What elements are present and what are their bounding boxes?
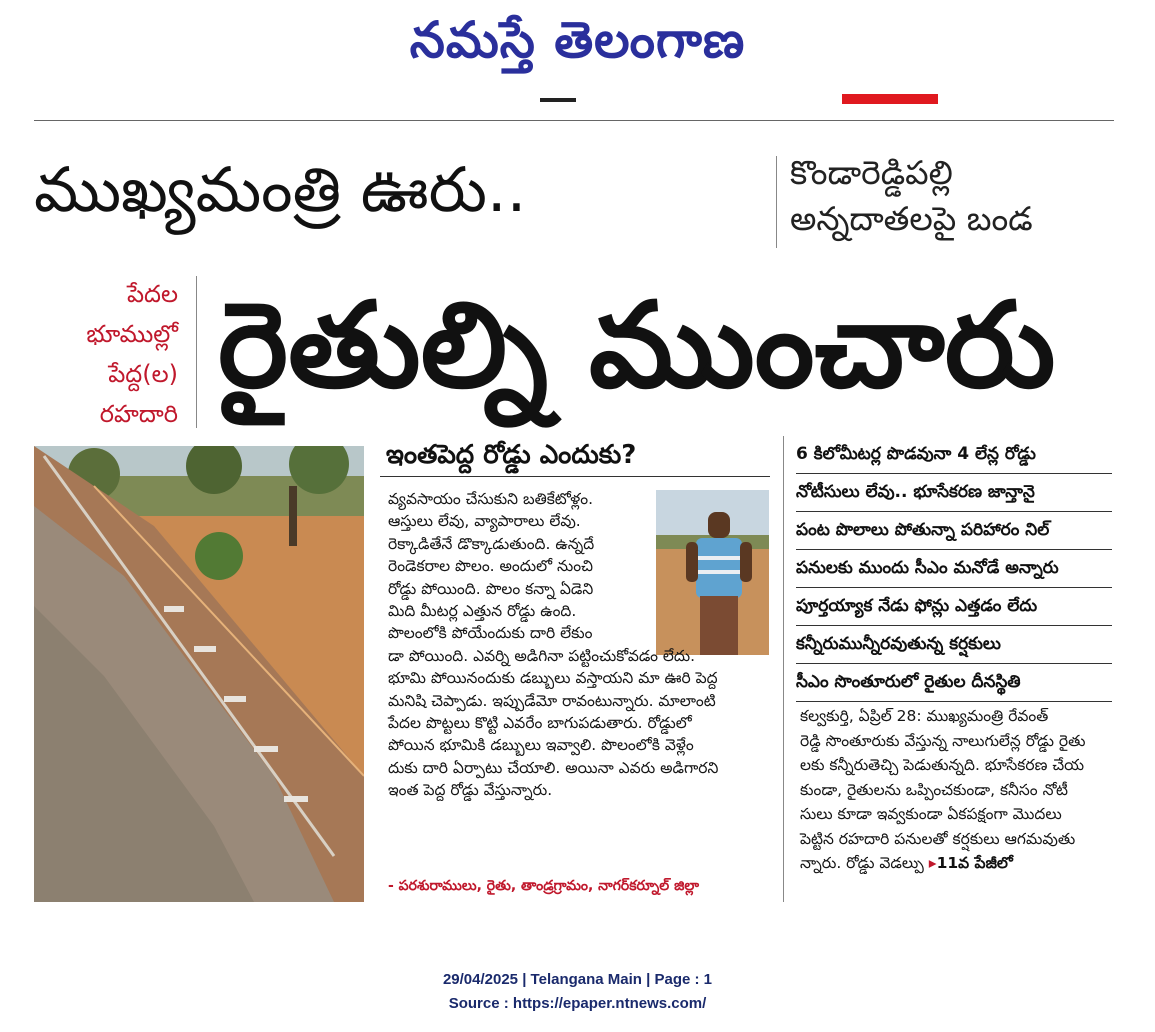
sub-deck-line-2: అన్నదాతలపై బండ — [790, 199, 1033, 238]
highlight-item: సీఎం సొంతూరులో రైతుల దీనస్థితి — [796, 664, 1112, 702]
quote-line: పోయిన భూమికి డబ్బులు ఇవ్వాలి. పొలంలోకి వెళ్లేం — [388, 736, 694, 755]
quote-line: మిది మీటర్ల ఎత్తున రోడ్డు ఉంది. — [388, 602, 577, 621]
quote-box-title: ఇంతపెద్ద రోడ్డు ఎందుకు? — [386, 440, 637, 470]
body-line: కుండా, రైతులను ఒప్పించకుండా, కనీసం నోటీ — [800, 780, 1068, 799]
quote-attribution: - పరశురాములు, రైతు, తాండ్రగ్రామం, నాగర్‌కర్నూల్ జిల్లా — [388, 878, 699, 894]
body-line: రెడ్డి సొంతూరుకు వేస్తున్న నాలుగులేన్ల రోడ్డు రైతు — [800, 731, 1086, 750]
column-divider — [783, 436, 784, 902]
article-body — [800, 704, 1118, 876]
main-headline: రైతుల్ని ముంచారు — [218, 276, 1056, 414]
road-embankment-photo — [34, 446, 364, 902]
sub-deck-line-1: కొండారెడ్డిపల్లి — [790, 153, 953, 192]
quote-line: రెక్కాడితేనే డొక్కాడుతుంది. ఉన్నదే — [388, 534, 595, 553]
quote-line: ఆస్తులు లేవు, వ్యాపారాలు లేవు. — [388, 512, 581, 531]
quote-line: డా పోయింది. ఎవర్ని అడిగినా పట్టించుకోవడం లేదు. — [388, 646, 696, 665]
quote-line: దుకు దారి ఏర్పాటు చేయాలి. అయినా ఎవరు అడిగారని — [388, 758, 719, 777]
body-line: న్నారు. రోడ్డు వెడల్పు — [800, 854, 924, 872]
quote-line: పేదల పొట్టలు కొట్టి ఎవరేం బాగుపడుతారు. రోడ్డులో — [388, 714, 692, 733]
body-line: కల్వకుర్తి, ఏప్రిల్ 28: ముఖ్యమంత్రి రేవంత్ — [800, 707, 1049, 725]
side-kicker-line: భూముల్లో — [86, 320, 178, 348]
side-kicker-divider — [196, 276, 197, 428]
body-line: పెట్టిన రహదారి పనులతో కర్షకులు ఆగమవుతు — [800, 829, 1076, 848]
quote-box-text — [388, 488, 768, 802]
highlight-item: పనులకు ముందు సీఎం మనోడే అన్నారు — [796, 550, 1112, 588]
kicker-divider — [776, 156, 777, 248]
quote-line: ఇంత పెద్ద రోడ్డు వేస్తున్నారు. — [388, 781, 553, 800]
header-strip — [540, 98, 576, 102]
side-kicker-line: రహదారి — [99, 400, 178, 428]
footer-source[interactable]: Source : https://epaper.ntnews.com/ — [448, 995, 707, 1012]
quote-line: రోడ్డు పోయింది. పొలం కన్నా ఏడెని — [388, 579, 594, 598]
kicker-headline: ముఖ్యమంత్రి ఊరు.. — [34, 153, 527, 226]
highlight-item: పంట పొలాలు పోతున్నా పరిహారం నిల్ — [796, 512, 1112, 550]
quote-line: వ్యవసాయం చేసుకుని బతికేటోళ్లం. — [388, 490, 594, 508]
body-line: సులు కూడా ఇవ్వకుండా ఏకపక్షంగా మొదలు — [800, 805, 1062, 823]
quote-line: పొలంలోకి పోయేందుకు దారి లేకుం — [388, 624, 593, 643]
body-line: లకు కన్నీరుతెచ్చి పెడుతున్నది. భూసేకరణ చేయ — [800, 756, 1085, 774]
quote-line: మనిషి చెప్పాడు. ఇప్పుడేమో రావంటున్నారు. మాలాంటి — [388, 691, 716, 710]
side-kicker-line: పేద్ద(ల) — [108, 360, 178, 388]
side-kicker — [40, 274, 178, 434]
sub-deck — [790, 150, 1120, 242]
footer-date-edition: 29/04/2025 | Telangana Main | Page : 1 — [442, 971, 713, 988]
jump-arrow-icon: ▸ — [928, 854, 937, 872]
page-footer — [0, 968, 1155, 1016]
newspaper-masthead: నమస్తే తెలంగాణ — [409, 10, 746, 69]
quote-box-rule — [380, 476, 770, 477]
body-line-last — [800, 851, 1118, 876]
header-red-bar — [842, 94, 938, 104]
highlight-item: పూర్తయ్యాక నేడు ఫోన్లు ఎత్తడం లేదు — [796, 588, 1112, 626]
highlight-item: నోటీసులు లేవు.. భూసేకరణ జాన్తానై — [796, 474, 1112, 512]
quote-line: రెండెకరాల పొలం. అందులో నుంచి — [388, 557, 593, 576]
highlight-item: కన్నీరుమున్నీరవుతున్న కర్షకులు — [796, 626, 1112, 664]
highlight-item: 6 కిలోమీటర్ల పొడవునా 4 లేన్ల రోడ్డు — [796, 436, 1112, 474]
highlights-list — [796, 436, 1112, 702]
side-kicker-line: పేదల — [126, 280, 178, 308]
continued-page-link[interactable]: 11వ పేజీలో — [936, 854, 1013, 872]
quote-line: భూమి పోయినందుకు డబ్బులు వస్తాయని మా ఊరి పెద్ద — [388, 669, 718, 688]
header-rule — [34, 120, 1114, 121]
